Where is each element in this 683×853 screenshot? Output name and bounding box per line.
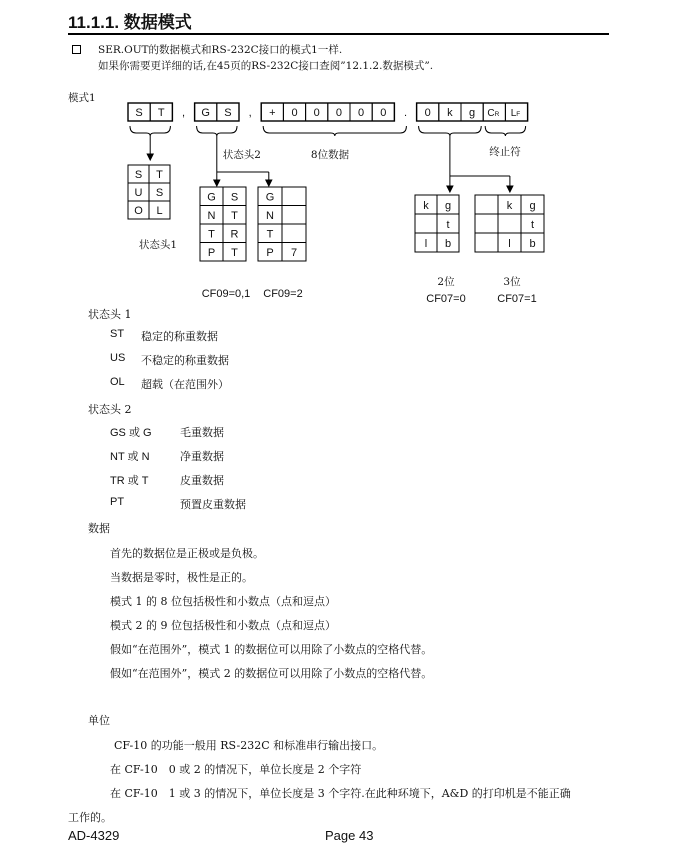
header2-desc: 预置皮重数据 — [180, 498, 246, 511]
header2-code: PT — [110, 496, 125, 508]
unit-title: 单位 — [88, 714, 110, 727]
header1-label: 状态头1 — [138, 239, 178, 251]
header2-table-a-char: T — [208, 228, 215, 241]
unit-table-a-char: l — [424, 238, 428, 250]
unit-table-a-char: b — [444, 238, 452, 250]
unit-table-b-char: t — [530, 219, 535, 231]
header2-table-b-char: 7 — [290, 247, 298, 259]
arrow-head — [447, 186, 453, 192]
arrow-head — [266, 180, 272, 186]
data-line: 模式 1 的 8 位包括极性和小数点（点和逗点） — [110, 595, 336, 608]
unit-table-b-cell — [475, 195, 498, 214]
unit-line-4: 工作的。 — [68, 811, 112, 824]
footer-model: AD-4329 — [68, 828, 120, 843]
unit-table-a-char: g — [444, 200, 452, 212]
data-line: 当数据是零时，极性是正的。 — [110, 571, 253, 584]
data-title: 数据 — [88, 522, 110, 535]
unit-a-title: 2位 — [437, 276, 455, 288]
header2-table-a-char: N — [207, 210, 216, 222]
cf09-b: CF09=2 — [263, 288, 303, 300]
mode-label: 模式1 — [68, 92, 96, 104]
arrow-head — [147, 154, 153, 160]
frame-char: , — [248, 107, 252, 119]
unit-b-cf: CF07=1 — [497, 293, 537, 305]
frame-char: CR — [487, 108, 500, 119]
header2-table-a-char: R — [230, 228, 239, 241]
diagram-tables — [128, 165, 544, 261]
digits-label: 8位数据 — [310, 149, 350, 161]
header2-code: TR 或 T — [110, 475, 149, 487]
header2-table-a-char: G — [207, 191, 216, 204]
brace-unit — [419, 126, 482, 136]
intro-line-1: SER.OUT的数据模式和RS-232C接口的模式1一样. — [98, 44, 343, 56]
frame-char: . — [403, 107, 408, 119]
header2-code: GS 或 G — [110, 427, 152, 439]
footer-page: Page 43 — [325, 828, 374, 843]
frame-char: 0 — [335, 107, 342, 119]
unit-table-b-char: g — [529, 200, 536, 212]
header1-table-char: L — [156, 205, 163, 217]
unit-b-title: 3位 — [503, 276, 521, 288]
unit-table-a-char: k — [423, 200, 429, 212]
section-title: 11.1.1. 数据模式 — [68, 13, 192, 32]
header2-code: NT 或 N — [110, 451, 150, 463]
unit-table-b-cell — [498, 214, 521, 233]
unit-table-b-char: k — [506, 200, 513, 212]
header2-table-a-char: P — [207, 247, 216, 259]
frame-char: 0 — [291, 107, 298, 119]
frame-char: T — [157, 107, 165, 119]
arrow-head — [507, 186, 513, 192]
unit-a-cf: CF07=0 — [426, 293, 466, 305]
cf09-a: CF09=0,1 — [201, 288, 251, 300]
header2-table-b-char: P — [266, 247, 274, 259]
frame-char: + — [269, 107, 276, 119]
header2-table-b-cell — [282, 224, 306, 243]
brace-header1 — [130, 126, 170, 136]
header2-table-b-char: G — [265, 191, 275, 204]
header1-title: 状态头 1 — [88, 308, 132, 321]
unit-line-2: 在 CF-10 0 或 2 的情况下，单位长度是 2 个字符 — [110, 763, 362, 776]
header2-table-a-char: S — [230, 191, 239, 204]
header1-code: US — [110, 352, 126, 364]
diagram-arrows — [147, 136, 513, 192]
header1-table-char: U — [134, 187, 143, 199]
frame-cells — [128, 103, 528, 121]
header1-table-char: T — [156, 169, 163, 181]
frame-char: , — [181, 107, 186, 119]
header2-desc: 毛重数据 — [180, 426, 224, 439]
header1-table-char: S — [134, 169, 143, 181]
header2-table-b-cell — [282, 187, 306, 206]
unit-table-b-cell — [475, 214, 498, 233]
unit-table-a-char: t — [446, 219, 450, 231]
frame-char: S — [224, 107, 232, 119]
unit-line-3: 在 CF-10 1 或 3 的情况下，单位长度是 3 个字符.在此种环境下，A&D 的打印机是不能正确 — [110, 787, 571, 800]
diagram-labels — [139, 145, 537, 305]
header2-table-b-char: N — [266, 210, 274, 222]
frame-char: 0 — [358, 107, 365, 119]
frame-char: g — [469, 107, 476, 119]
frame-char: 0 — [313, 107, 320, 119]
header1-table-char: O — [134, 205, 143, 217]
header2-table-a-char: T — [231, 247, 238, 259]
header2-label: 状态头2 — [222, 149, 261, 161]
unit-table-b-char: l — [508, 238, 511, 250]
arrow-head — [214, 180, 220, 186]
unit-table-b-char: b — [529, 238, 536, 250]
header2-table-b-char: T — [266, 228, 274, 241]
header2-desc: 皮重数据 — [180, 474, 224, 487]
frame-char: 0 — [424, 107, 431, 119]
header2-title: 状态头 2 — [88, 403, 132, 416]
header2-table-a-char: T — [231, 210, 238, 222]
terminator-label: 终止符 — [489, 146, 521, 158]
frame-char: k — [447, 107, 453, 119]
header1-code: ST — [110, 328, 125, 340]
header1-desc: 不稳定的称重数据 — [141, 354, 229, 367]
frame-char: LF — [510, 108, 521, 119]
unit-table-a-cell — [415, 214, 437, 233]
data-line: 假如“在范围外”，模式 2 的数据位可以用除了小数点的空格代替。 — [110, 667, 433, 680]
frame-char: 0 — [380, 107, 387, 119]
data-format-diagram — [0, 0, 683, 320]
header1-desc: 超载（在范围外） — [141, 378, 229, 391]
brace-header2 — [197, 126, 237, 136]
brace-terminator — [485, 126, 525, 136]
data-line: 首先的数据位是正极或是负极。 — [110, 547, 264, 560]
header2-table-b-cell — [282, 206, 306, 225]
brace-digits — [263, 126, 406, 136]
frame-char: S — [135, 107, 143, 119]
unit-line-1: CF-10 的功能一般用 RS-232C 和标准串行输出接口。 — [114, 739, 384, 752]
unit-table-b-cell — [475, 233, 498, 252]
intro-line-2: 如果你需要更详细的话,在45页的RS-232C接口查阅”12.1.2.数据模式”. — [98, 60, 434, 72]
header2-desc: 净重数据 — [180, 450, 224, 463]
frame-char: G — [201, 107, 210, 119]
header1-desc: 稳定的称重数据 — [141, 330, 218, 343]
header1-table-char: S — [155, 187, 164, 199]
data-line: 模式 2 的 9 位包括极性和小数点（点和逗点） — [110, 619, 336, 632]
data-line: 假如“在范围外”，模式 1 的数据位可以用除了小数点的空格代替。 — [110, 643, 433, 656]
header1-code: OL — [110, 376, 125, 388]
frame-brackets — [130, 126, 526, 136]
